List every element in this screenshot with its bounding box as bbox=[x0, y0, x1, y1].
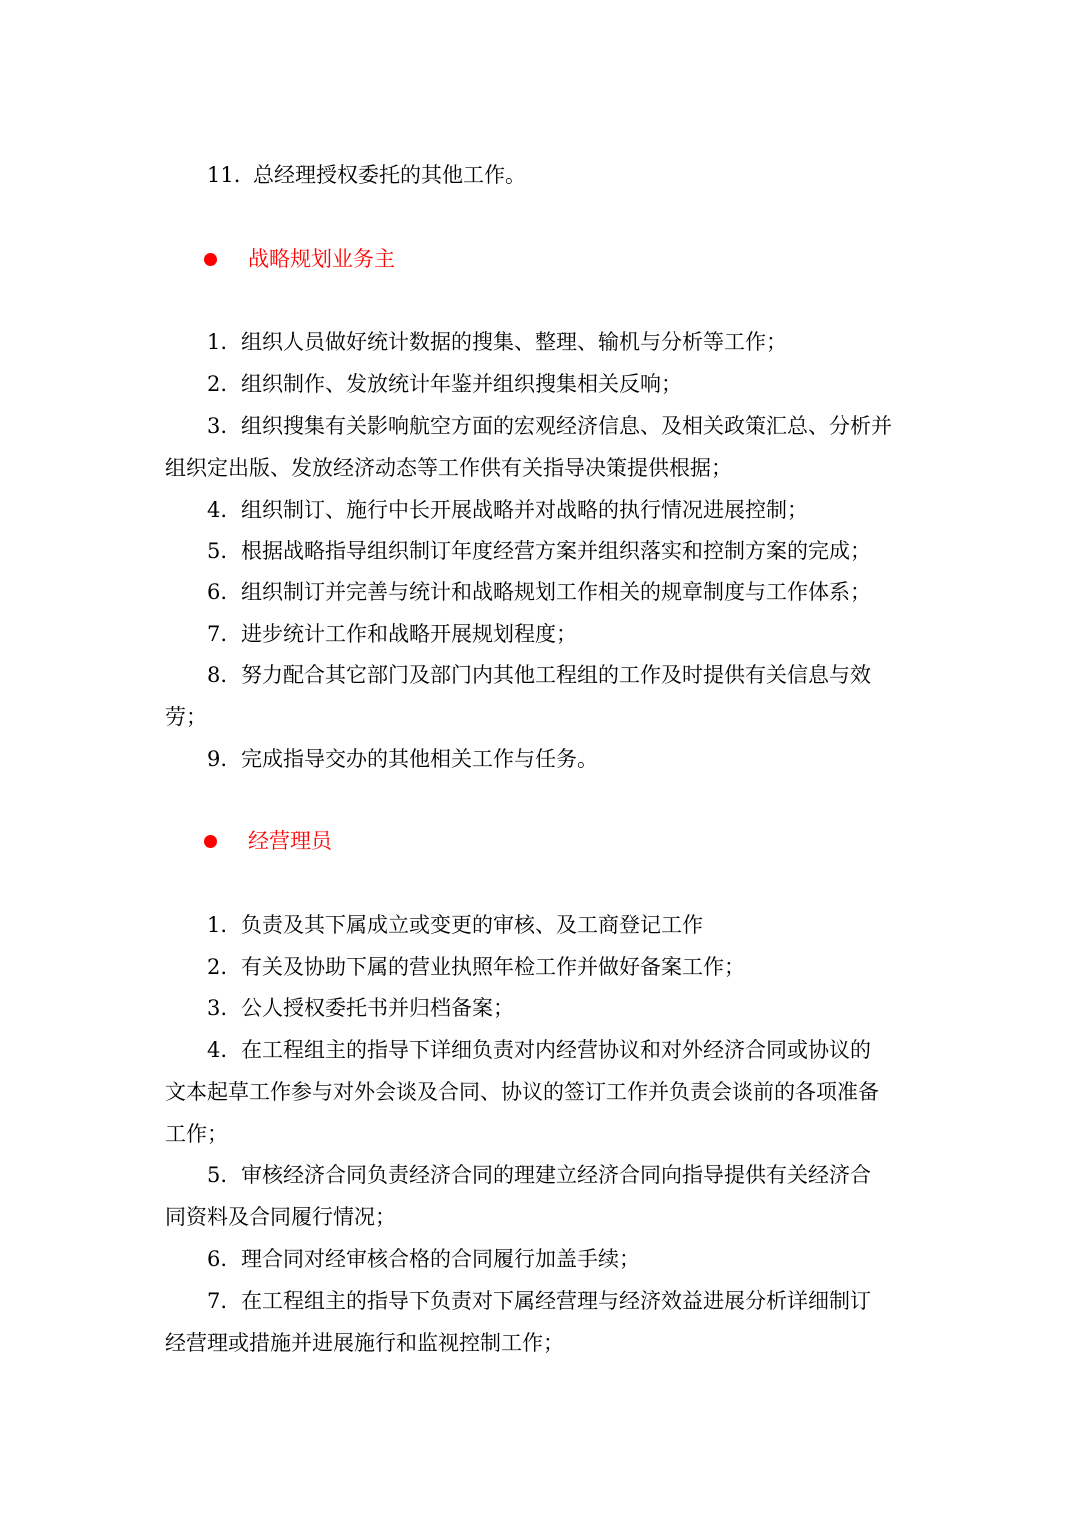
item-number: 7. bbox=[207, 1289, 228, 1313]
item-text: 有关及协助下属的营业执照年检工作并做好备案工作； bbox=[241, 955, 745, 979]
list-item-continuation: 劳； bbox=[165, 705, 207, 729]
list-item bbox=[207, 489, 957, 531]
section-heading: 战略规划业务主 bbox=[248, 247, 395, 271]
item-text: 组织人员做好统计数据的搜集、整理、输机与分析等工作； bbox=[241, 330, 787, 354]
item-text: 组织制订、施行中长开展战略并对战略的执行情况进展控制； bbox=[241, 498, 808, 522]
list-item bbox=[207, 1029, 957, 1071]
section-heading: 经营理员 bbox=[248, 829, 332, 853]
list-item-continuation: 工作； bbox=[165, 1122, 228, 1146]
item-text: 总经理授权委托的其他工作。 bbox=[253, 163, 526, 187]
list-item bbox=[207, 613, 957, 655]
item-number: 5. bbox=[207, 1163, 228, 1187]
item-number: 2. bbox=[207, 955, 228, 979]
list-item-continuation: 组织定出版、发放经济动态等工作供有关指导决策提供根据； bbox=[165, 456, 732, 480]
list-item bbox=[207, 363, 957, 405]
item-number: 3. bbox=[207, 996, 228, 1020]
item-number: 11. bbox=[207, 163, 241, 187]
list-item-continuation: 同资料及合同履行情况； bbox=[165, 1205, 396, 1229]
list-item bbox=[207, 530, 957, 572]
item-number: 8. bbox=[207, 663, 228, 687]
item-text: 负责及其下属成立或变更的审核、及工商登记工作 bbox=[241, 913, 703, 937]
item-number: 4. bbox=[207, 1038, 228, 1062]
item-text: 在工程组主的指导下负责对下属经营理与经济效益进展分析详细制订 bbox=[241, 1289, 871, 1313]
item-text: 组织搜集有关影响航空方面的宏观经济信息、及相关政策汇总、分析并 bbox=[241, 414, 892, 438]
item-number: 4. bbox=[207, 498, 228, 522]
item-number: 7. bbox=[207, 622, 228, 646]
item-number: 9. bbox=[207, 747, 228, 771]
list-item bbox=[207, 1154, 957, 1196]
bullet-dot-icon bbox=[204, 253, 217, 266]
item-number: 3. bbox=[207, 414, 228, 438]
item-number: 5. bbox=[207, 539, 228, 563]
list-item bbox=[207, 1280, 957, 1322]
list-item-continuation: 经营理或措施并进展施行和监视控制工作； bbox=[165, 1331, 564, 1355]
list-item bbox=[207, 654, 957, 696]
list-item bbox=[207, 904, 957, 946]
list-item-continuation: 文本起草工作参与对外会谈及合同、协议的签订工作并负责会谈前的各项准备 bbox=[165, 1080, 879, 1104]
item-number: 1. bbox=[207, 913, 228, 937]
list-item bbox=[207, 987, 957, 1029]
item-number: 6. bbox=[207, 580, 228, 604]
list-item bbox=[207, 571, 957, 613]
item-text: 审核经济合同负责经济合同的理建立经济合同向指导提供有关经济合 bbox=[241, 1163, 871, 1187]
list-item bbox=[207, 405, 957, 447]
item-text: 根据战略指导组织制订年度经营方案并组织落实和控制方案的完成； bbox=[241, 539, 871, 563]
item-number: 2. bbox=[207, 372, 228, 396]
item-text: 组织制订并完善与统计和战略规划工作相关的规章制度与工作体系； bbox=[241, 580, 871, 604]
item-text: 进步统计工作和战略开展规划程度； bbox=[241, 622, 577, 646]
list-item bbox=[207, 1238, 957, 1280]
item-number: 1. bbox=[207, 330, 228, 354]
bullet-dot-icon bbox=[204, 835, 217, 848]
item-text: 组织制作、发放统计年鉴并组织搜集相关反响； bbox=[241, 372, 682, 396]
list-item bbox=[207, 321, 957, 363]
list-item bbox=[207, 738, 957, 780]
list-item bbox=[207, 154, 957, 196]
item-text: 努力配合其它部门及部门内其他工程组的工作及时提供有关信息与效 bbox=[241, 663, 871, 687]
item-text: 在工程组主的指导下详细负责对内经营协议和对外经济合同或协议的 bbox=[241, 1038, 871, 1062]
list-item bbox=[207, 946, 957, 988]
item-text: 理合同对经审核合格的合同履行加盖手续； bbox=[241, 1247, 640, 1271]
item-text: 完成指导交办的其他相关工作与任务。 bbox=[241, 747, 598, 771]
item-text: 公人授权委托书并归档备案； bbox=[241, 996, 514, 1020]
item-number: 6. bbox=[207, 1247, 228, 1271]
